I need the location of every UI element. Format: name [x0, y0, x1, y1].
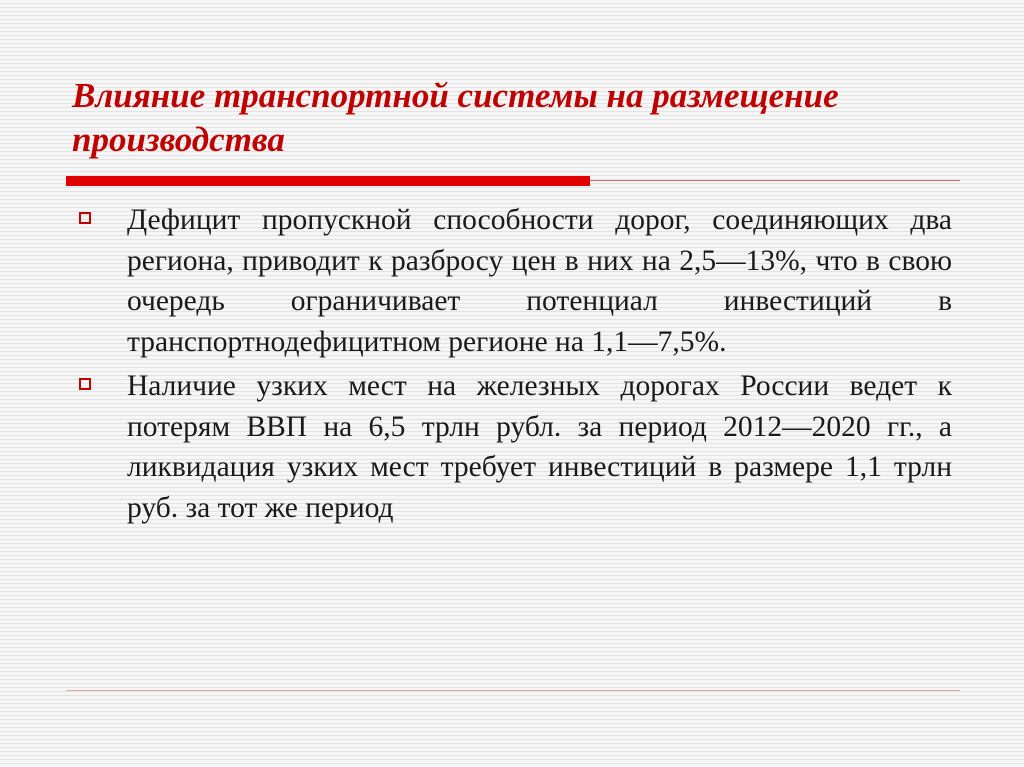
bullet-text: Дефицит пропускной способности дорог, соединяющих два региона, приводит к разбросу цен в них на 2,5—13%, что в свою очередь ограничивает потенциал инвестиций в транспортнодефицитном регионе на 1,1—7,5%. [127, 204, 952, 358]
bullet-list [76, 200, 952, 532]
list-item [76, 366, 952, 528]
list-item [76, 200, 952, 362]
divider-thin-line [590, 180, 960, 181]
hollow-square-bullet-icon [79, 378, 91, 390]
slide-title: Влияние транспортной системы на размещение производства [72, 76, 839, 159]
bullet-text: Наличие узких мест на железных дорогах России ведет к потерям ВВП на 6,5 трлн рубл. за период 2012—2020 гг., а ликвидация узких мест требует инвестиций в размере 1,1 трлн руб. за тот же период [127, 370, 952, 524]
hollow-square-bullet-icon [79, 212, 91, 224]
title-divider [66, 172, 960, 186]
divider-accent-bar [66, 176, 590, 186]
footer-divider [66, 690, 960, 691]
